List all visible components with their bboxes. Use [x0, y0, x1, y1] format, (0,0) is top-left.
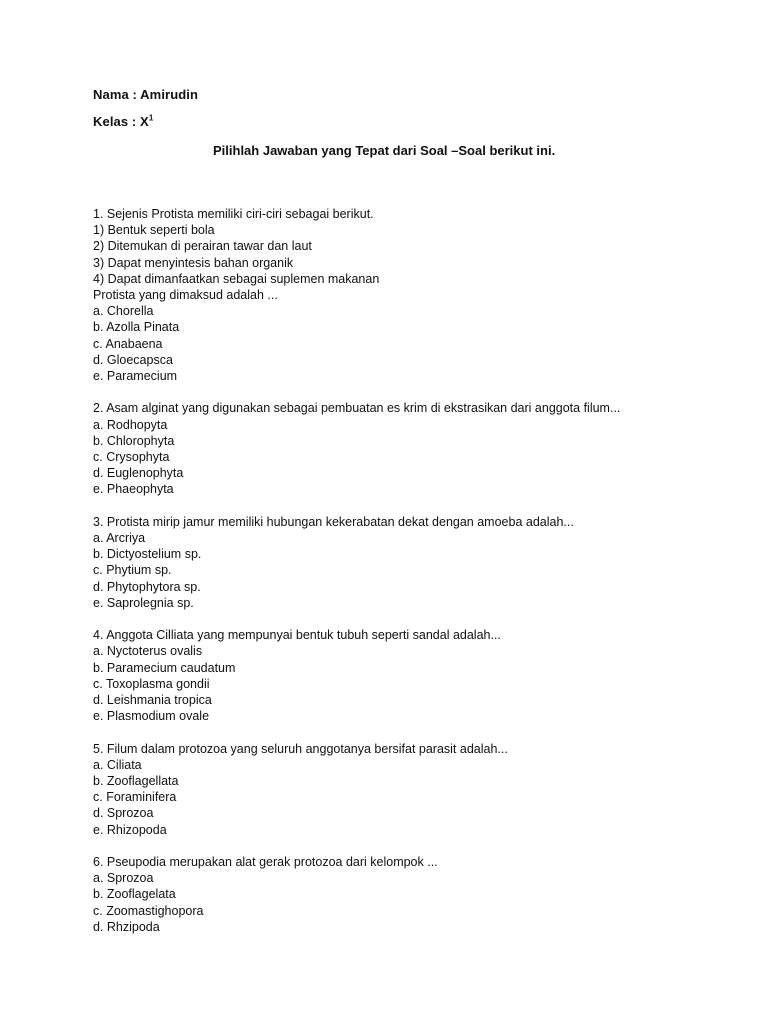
answer-option: d. Rhzipoda — [93, 919, 160, 934]
question-stem-line: 1) Bentuk seperti bola — [93, 223, 215, 238]
question-6 — [93, 854, 733, 935]
question-text: 2. Asam alginat yang digunakan sebagai pembuatan es krim di ekstrasikan dari anggota filum... — [93, 401, 621, 416]
answer-option: d. Phytophytora sp. — [93, 579, 201, 594]
answer-option: c. Crysophyta — [93, 450, 170, 465]
answer-option: d. Sprozoa — [93, 806, 154, 821]
answer-option: e. Phaeophyta — [93, 482, 174, 497]
answer-option: e. Paramecium — [93, 369, 178, 384]
answer-option: b. Zooflagellata — [93, 774, 179, 789]
answer-option: c. Anabaena — [93, 336, 163, 351]
answer-option: a. Rodhopyta — [93, 417, 168, 432]
answer-option: a. Ciliata — [93, 757, 142, 772]
answer-option: c. Toxoplasma gondii — [93, 676, 210, 691]
answer-option: c. Zoomastighopora — [93, 903, 204, 918]
question-text: 6. Pseupodia merupakan alat gerak protozoa dari kelompok ... — [93, 855, 438, 870]
student-name: Nama : Amirudin — [93, 87, 199, 102]
question-5 — [93, 741, 733, 838]
class-superscript: 1 — [148, 113, 154, 123]
question-4 — [93, 627, 733, 724]
question-3 — [93, 514, 733, 611]
question-2 — [93, 400, 733, 497]
question-text: 3. Protista mirip jamur memiliki hubungan kekerabatan dekat dengan amoeba adalah... — [93, 514, 574, 529]
answer-option: b. Paramecium caudatum — [93, 660, 236, 675]
question-1 — [93, 206, 733, 384]
answer-option: e. Saprolegnia sp. — [93, 595, 194, 610]
answer-option: d. Gloecapsca — [93, 352, 173, 367]
answer-option: a. Arcriya — [93, 531, 146, 546]
question-list — [93, 206, 733, 951]
answer-option: a. Nyctoterus ovalis — [93, 644, 203, 659]
answer-option: e. Rhizopoda — [93, 822, 167, 837]
answer-option: c. Foraminifera — [93, 790, 177, 805]
question-stem-line: 2) Ditemukan di perairan tawar dan laut — [93, 239, 312, 254]
answer-option: c. Phytium sp. — [93, 563, 172, 578]
instruction-heading: Pilihlah Jawaban yang Tepat dari Soal –Soal berikut ini. — [213, 143, 556, 158]
answer-option: b. Azolla Pinata — [93, 320, 180, 335]
answer-option: d. Euglenophyta — [93, 466, 184, 481]
question-text: 4. Anggota Cilliata yang mempunyai bentuk tubuh seperti sandal adalah... — [93, 628, 501, 643]
question-text: 5. Filum dalam protozoa yang seluruh anggotanya bersifat parasit adalah... — [93, 741, 508, 756]
answer-option: d. Leishmania tropica — [93, 693, 212, 708]
answer-option: b. Chlorophyta — [93, 433, 175, 448]
answer-option: e. Plasmodium ovale — [93, 709, 210, 724]
answer-option: a. Chorella — [93, 304, 154, 319]
class-label: Kelas : X — [93, 114, 149, 129]
student-class — [93, 114, 153, 129]
question-stem-line: Protista yang dimaksud adalah ... — [93, 288, 278, 303]
answer-option: b. Dictyostelium sp. — [93, 547, 202, 562]
answer-option: b. Zooflagelata — [93, 887, 176, 902]
question-stem-line: 4) Dapat dimanfaatkan sebagai suplemen makanan — [93, 271, 380, 286]
question-stem-line: 3) Dapat menyintesis bahan organik — [93, 255, 294, 270]
answer-option: a. Sprozoa — [93, 871, 154, 886]
question-text: 1. Sejenis Protista memiliki ciri-ciri sebagai berikut. — [93, 207, 374, 221]
